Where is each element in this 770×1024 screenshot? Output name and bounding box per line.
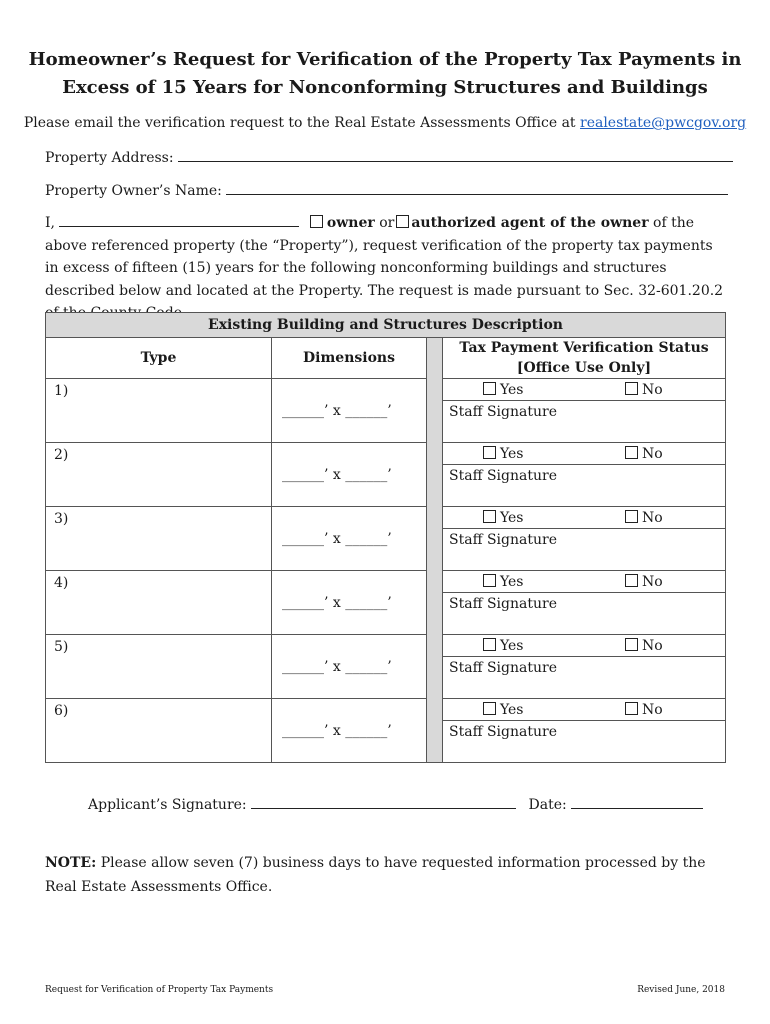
yes-checkbox[interactable] xyxy=(483,382,496,395)
table-row xyxy=(46,379,726,443)
staff-signature-label: Staff Signature xyxy=(449,404,557,420)
dimensions-blank: ______’ x ______’ xyxy=(282,403,392,419)
applicant-signature-row xyxy=(88,796,703,813)
property-address-field[interactable] xyxy=(178,149,733,162)
agent-checkbox[interactable] xyxy=(396,215,409,228)
table-row xyxy=(46,635,726,699)
no-label: No xyxy=(642,702,663,718)
col-header-type: Type xyxy=(46,338,272,379)
title-line-2: Excess of 15 Years for Nonconforming Structures and Buildings xyxy=(62,77,708,98)
staff-signature-label: Staff Signature xyxy=(449,596,557,612)
structures-table xyxy=(45,312,726,763)
table-row xyxy=(46,443,726,507)
applicant-signature-field[interactable] xyxy=(251,796,516,809)
yes-label: Yes xyxy=(500,382,524,398)
yes-label: Yes xyxy=(500,510,524,526)
footer-left: Request for Verification of Property Tax Payments xyxy=(45,985,274,995)
footer-right: Revised June, 2018 xyxy=(637,985,725,995)
dimensions-blank: ______’ x ______’ xyxy=(282,723,392,739)
no-checkbox[interactable] xyxy=(625,638,638,651)
property-owner-row xyxy=(45,182,728,199)
row-number: 5) xyxy=(54,639,69,655)
dimensions-cell[interactable] xyxy=(272,571,427,635)
status-cell xyxy=(443,379,726,443)
table-header: Existing Building and Structures Description xyxy=(46,313,726,338)
dimensions-blank: ______’ x ______’ xyxy=(282,659,392,675)
yes-checkbox[interactable] xyxy=(483,574,496,587)
table-row xyxy=(46,699,726,763)
no-label: No xyxy=(642,446,663,462)
no-label: No xyxy=(642,510,663,526)
yes-checkbox[interactable] xyxy=(483,702,496,715)
row-number: 4) xyxy=(54,575,69,591)
staff-signature-label: Staff Signature xyxy=(449,660,557,676)
note-text: Please allow seven (7) business days to have requested information processed by the Real Estate Assessments Office. xyxy=(45,855,706,895)
type-cell[interactable] xyxy=(46,443,272,507)
requester-name-field[interactable] xyxy=(59,214,299,227)
dimensions-cell[interactable] xyxy=(272,443,427,507)
no-label: No xyxy=(642,382,663,398)
para-prefix: I, xyxy=(45,215,55,231)
dimensions-cell[interactable] xyxy=(272,699,427,763)
property-owner-label: Property Owner’s Name: xyxy=(45,183,222,199)
email-link[interactable]: realestate@pwcgov.org xyxy=(580,115,747,131)
status-cell xyxy=(443,699,726,763)
note-label: NOTE: xyxy=(45,855,97,871)
dimensions-blank: ______’ x ______’ xyxy=(282,467,392,483)
status-cell xyxy=(443,507,726,571)
dimensions-cell[interactable] xyxy=(272,507,427,571)
row-number: 1) xyxy=(54,383,69,399)
type-cell[interactable] xyxy=(46,571,272,635)
status-cell xyxy=(443,635,726,699)
agent-label: authorized agent of the owner xyxy=(411,215,649,231)
form-title xyxy=(0,46,770,102)
property-address-row xyxy=(45,149,733,166)
yes-label: Yes xyxy=(500,702,524,718)
type-cell[interactable] xyxy=(46,379,272,443)
status-cell xyxy=(443,443,726,507)
note-paragraph xyxy=(45,851,730,899)
request-paragraph xyxy=(45,212,730,325)
no-checkbox[interactable] xyxy=(625,446,638,459)
owner-checkbox[interactable] xyxy=(310,215,323,228)
intro-text: Please email the verification request to the Real Estate Assessments Office at xyxy=(23,115,580,131)
no-label: No xyxy=(642,574,663,590)
applicant-signature-label: Applicant’s Signature: xyxy=(88,797,247,813)
dimensions-cell[interactable] xyxy=(272,379,427,443)
no-checkbox[interactable] xyxy=(625,510,638,523)
dimensions-blank: ______’ x ______’ xyxy=(282,595,392,611)
property-owner-field[interactable] xyxy=(226,182,728,195)
no-checkbox[interactable] xyxy=(625,702,638,715)
property-address-label: Property Address: xyxy=(45,150,174,166)
row-number: 3) xyxy=(54,511,69,527)
status-header-line-1: Tax Payment Verification Status xyxy=(459,340,709,356)
date-field[interactable] xyxy=(571,796,703,809)
yes-label: Yes xyxy=(500,574,524,590)
type-cell[interactable] xyxy=(46,635,272,699)
status-cell xyxy=(443,571,726,635)
gray-separator xyxy=(427,338,443,763)
type-cell[interactable] xyxy=(46,507,272,571)
yes-checkbox[interactable] xyxy=(483,446,496,459)
staff-signature-label: Staff Signature xyxy=(449,532,557,548)
type-cell[interactable] xyxy=(46,699,272,763)
status-header-line-2: [Office Use Only] xyxy=(516,360,652,376)
no-label: No xyxy=(642,638,663,654)
col-header-dimensions: Dimensions xyxy=(272,338,427,379)
no-checkbox[interactable] xyxy=(625,382,638,395)
dimensions-blank: ______’ x ______’ xyxy=(282,531,392,547)
or-text: or xyxy=(379,215,395,231)
yes-checkbox[interactable] xyxy=(483,638,496,651)
owner-label: owner xyxy=(326,215,375,231)
table-row xyxy=(46,507,726,571)
yes-label: Yes xyxy=(500,638,524,654)
title-line-1: Homeowner’s Request for Verification of the Property Tax Payments in xyxy=(28,49,742,70)
intro-instructions xyxy=(0,115,770,131)
yes-label: Yes xyxy=(500,446,524,462)
col-header-status xyxy=(443,338,726,379)
staff-signature-label: Staff Signature xyxy=(449,724,557,740)
staff-signature-label: Staff Signature xyxy=(449,468,557,484)
para-rest: of the above referenced property (the “Property”), request verification of the property tax payments in excess of fifteen (15) years for the following nonconforming buildings and structures described below and located at the Property. The request is made pursuant to Sec. 32-601.20.2 xyxy=(45,215,724,299)
row-number: 6) xyxy=(54,703,69,719)
yes-checkbox[interactable] xyxy=(483,510,496,523)
table-row xyxy=(46,571,726,635)
no-checkbox[interactable] xyxy=(625,574,638,587)
dimensions-cell[interactable] xyxy=(272,635,427,699)
date-label: Date: xyxy=(528,797,567,813)
row-number: 2) xyxy=(54,447,69,463)
